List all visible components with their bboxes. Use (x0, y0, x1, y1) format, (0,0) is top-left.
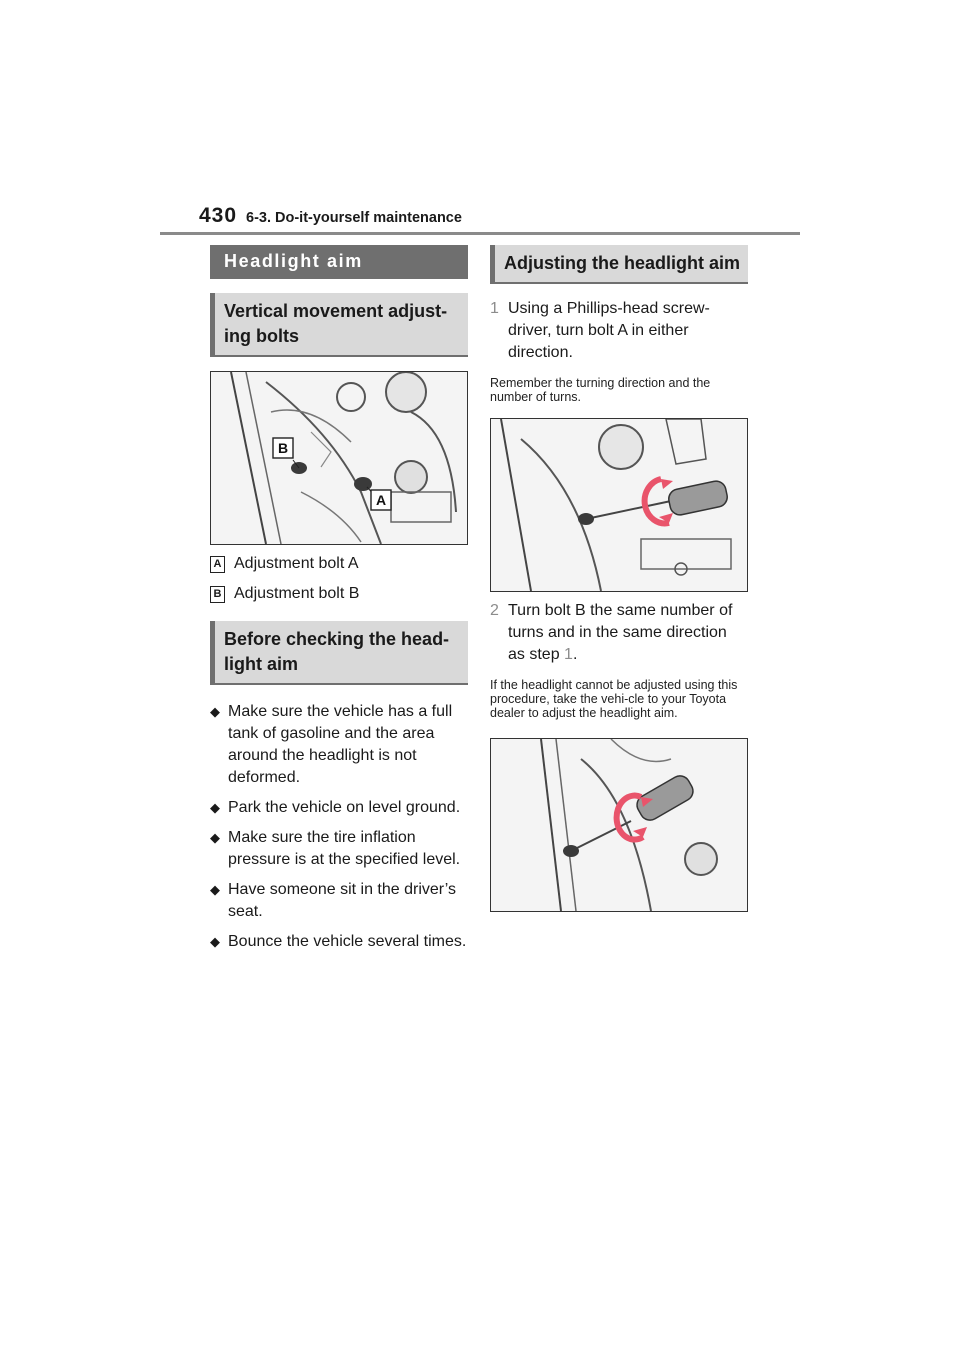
list-item: ◆ Park the vehicle on level ground. (210, 797, 468, 819)
page-number: 430 (199, 204, 238, 227)
step-text: Using a Phillips-head screw-driver, turn bolt A in either direction. (508, 300, 710, 361)
legend-tag-b: B (210, 586, 225, 603)
list-item: ◆ Bounce the vehicle several times. (210, 931, 468, 953)
adjusting-headlight-subtitle: Adjusting the headlight aim (490, 245, 748, 284)
diamond-bullet-icon: ◆ (210, 800, 220, 815)
header-rule (160, 232, 800, 235)
legend-text-b: Adjustment bolt B (234, 585, 360, 602)
step-text-end: . (572, 646, 578, 663)
engine-bay-illustration-step1 (491, 419, 747, 591)
headlight-aim-title: Headlight aim (210, 245, 468, 279)
bolts-figure (210, 371, 468, 545)
step-number: 1 (490, 300, 499, 317)
right-column (490, 245, 748, 912)
page-header (160, 204, 800, 236)
note-dealer: If the headlight cannot be adjusted using this procedure, take the vehi-cle to your Toyota dealer to adjust the headlight aim. (490, 678, 738, 720)
callout-b-label: B (277, 440, 289, 456)
vertical-bolts-subtitle: Vertical movement adjust-ing bolts (210, 293, 468, 357)
note-remember: Remember the turning direction and the number of turns. (490, 376, 711, 404)
list-item: ◆ Make sure the vehicle has a full tank of gasoline and the area around the headlight is not deformed. (210, 703, 453, 786)
left-column (210, 245, 468, 961)
step-text: Turn bolt B the same number of turns and in the same direction as step (508, 602, 733, 663)
diamond-bullet-icon: ◆ (210, 830, 220, 845)
step2-figure (490, 738, 748, 912)
diamond-bullet-icon: ◆ (210, 934, 220, 949)
step-number: 2 (490, 602, 499, 619)
step-reference: 1 (564, 646, 573, 663)
list-item: ◆ Make sure the tire inflation pressure is at the specified level. (210, 829, 461, 868)
step-2 (490, 600, 748, 666)
callout-a-label: A (375, 492, 387, 508)
step-1 (490, 298, 748, 364)
diamond-bullet-icon: ◆ (210, 882, 220, 897)
precheck-list (210, 701, 468, 953)
legend-item-a (210, 555, 468, 573)
engine-bay-illustration-step2 (491, 739, 747, 911)
engine-bay-illustration-bolts (211, 372, 467, 544)
diamond-bullet-icon: ◆ (210, 704, 220, 719)
step1-figure (490, 418, 748, 592)
before-checking-subtitle: Before checking the head-light aim (210, 621, 468, 685)
legend-item-b (210, 585, 468, 603)
list-item: ◆ Have someone sit in the driver’s seat. (210, 881, 456, 920)
section-title: 6-3. Do-it-yourself maintenance (246, 210, 462, 226)
legend-text-a: Adjustment bolt A (234, 555, 359, 572)
legend-tag-a: A (210, 556, 225, 573)
